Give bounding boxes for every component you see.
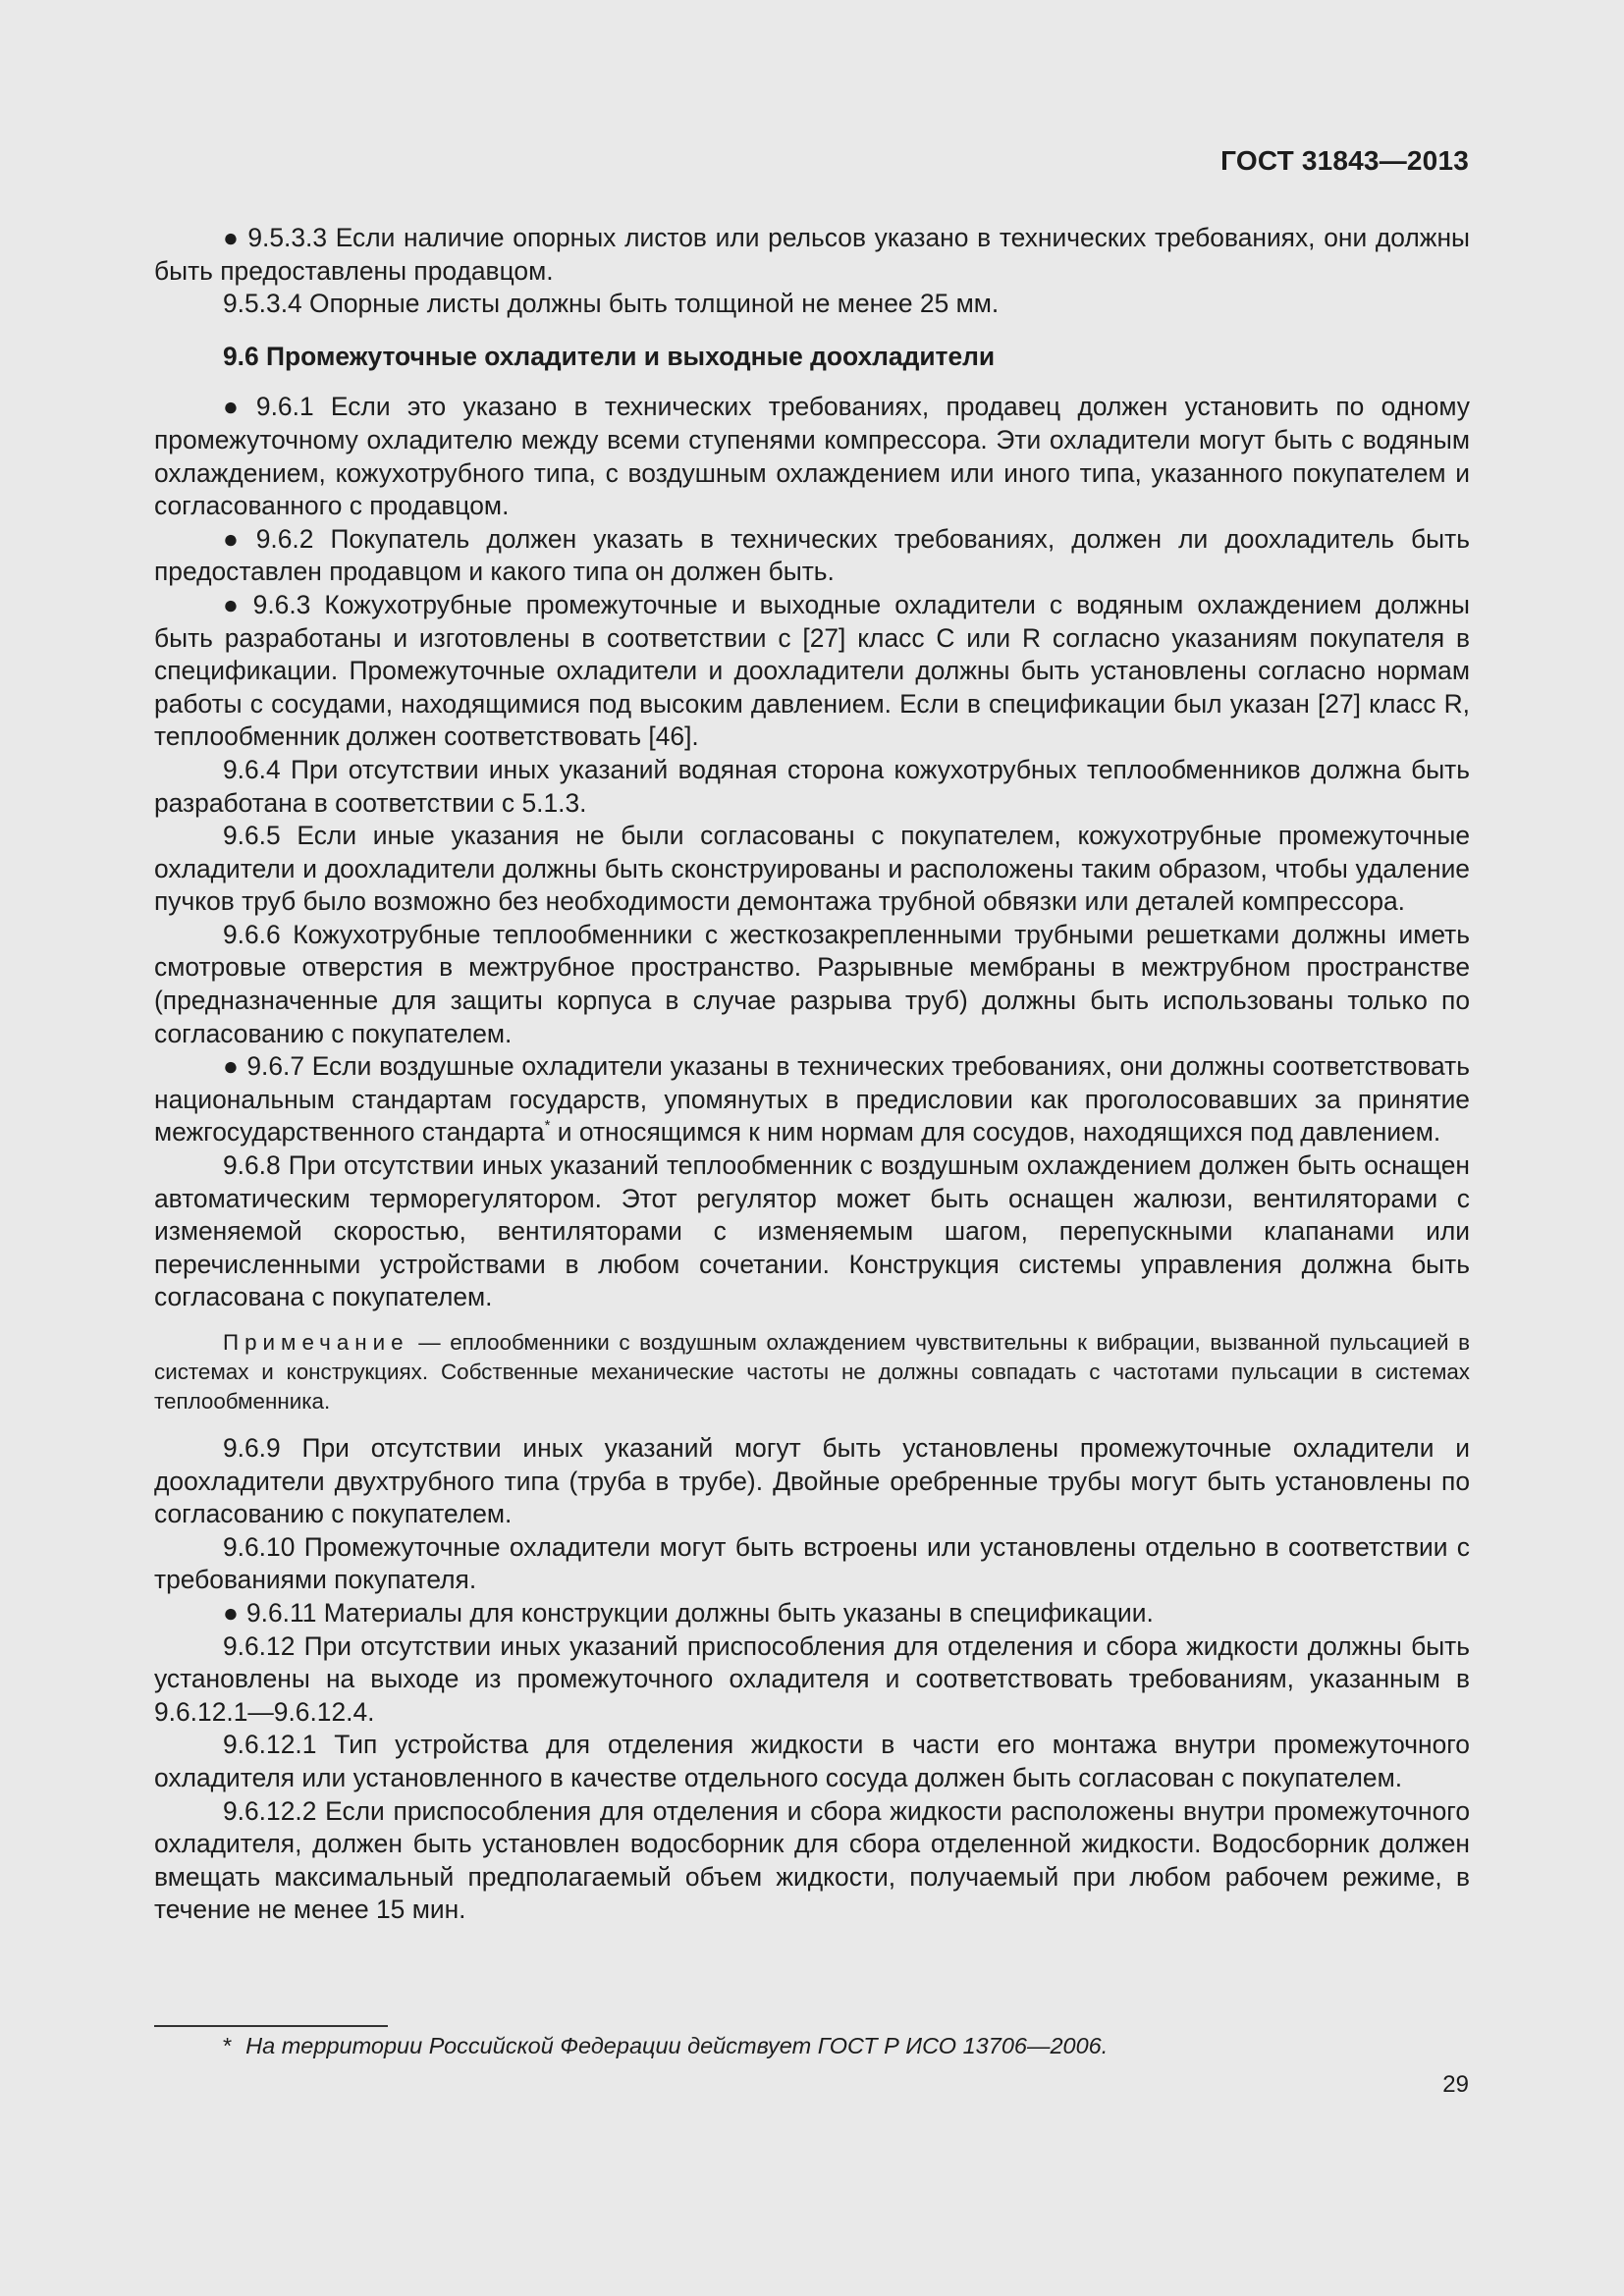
paragraph-text: 9.6.7 Если воздушные охладители указаны в технических требованиях, они должны соответствовать национальным стандартам государств, упомянутых в предисловии как проголосовавших за принятие межгосударственного стандарта bbox=[154, 1051, 1470, 1148]
note-text: — еплообменники с воздушным охлаждением чувствительны к вибрации, вызванной пульсацией в системах и конструкциях. Собственные механические частоты не должны совпадать с частотами пульсации в системах теплообменника. bbox=[154, 1330, 1470, 1414]
paragraph-9-6-12: 9.6.12 При отсутствии иных указаний приспособления для отделения и сбора жидкости должны быть установлены на выходе из промежуточного охладителя и соответствовать требованиям, указанным в 9.6.12.1—9.6.12.4. bbox=[154, 1630, 1470, 1727]
paragraph-text: 9.6.3 Кожухотрубные промежуточные и выходные охладители с водяным охлаждением должны быть разработаны и изготовлены в соответствии с [27] класс C или R согласно указаниям покупателя в спецификации. Промежуточные охладители и доохладители должны быть установлены согласно нормам работы с сосудами, находящимися под высоким давлением. Если в спецификации был указан [27] класс R, теплообменник должен соответствовать [46]. bbox=[154, 589, 1470, 752]
paragraph-9-6-3 bbox=[154, 589, 1470, 754]
paragraph-text: 9.6.1 Если это указано в технических требованиях, продавец должен установить по одному промежуточному охладителю между всеми ступенями компрессора. Эти охладители могут быть с водяным охлаждением, кожухотрубного типа, с воздушным охлаждением или иного типа, указанного покупателем и согласованного с продавцом. bbox=[154, 392, 1470, 521]
paragraph-text: 9.6.2 Покупатель должен указать в технических требованиях, должен ли доохладитель быть предоставлен продавцом и какого типа он должен быть. bbox=[154, 523, 1470, 587]
bullet-icon: ● bbox=[223, 392, 248, 422]
paragraph-9-6-12-2: 9.6.12.2 Если приспособления для отделения и сбора жидкости расположены внутри промежуточного охладителя, должен быть установлен водосборник для сбора отделенной жидкости. Водосборник должен вмещать максимальный предполагаемый объем жидкости, получаемый при любом рабочем режиме, в течение не менее 15 мин. bbox=[154, 1795, 1470, 1925]
paragraph-9-5-3-4: 9.5.3.4 Опорные листы должны быть толщиной не менее 25 мм. bbox=[223, 289, 1000, 319]
paragraph-9-5-3-3 bbox=[154, 222, 1470, 288]
footnote-divider bbox=[154, 2025, 388, 2027]
footnote bbox=[223, 2033, 1108, 2059]
note-label: Примечание bbox=[223, 1330, 409, 1355]
bullet-icon: ● bbox=[223, 223, 241, 252]
bullet-icon: ● bbox=[223, 523, 248, 554]
paragraph-9-6-9: 9.6.9 При отсутствии иных указаний могут быть установлены промежуточные охладители и доохладители двухтрубного типа (труба в трубе). Двойные оребренные трубы могут быть установлены по согласованию с покупателем. bbox=[154, 1433, 1470, 1529]
paragraph-9-6-5: 9.6.5 Если иные указания не были согласованы с покупателем, кожухотрубные промежуточные охладители и доохладители должны быть сконструированы и расположены таким образом, чтобы удаление пучков труб было возможно без необходимости демонтажа трубной обвязки или деталей компрессора. bbox=[154, 821, 1470, 917]
page-number: 29 bbox=[1442, 2071, 1469, 2098]
note-block bbox=[154, 1328, 1470, 1416]
bullet-icon: ● bbox=[223, 1051, 240, 1082]
footnote-reference: * bbox=[544, 1117, 551, 1135]
paragraph-9-6-12-1: 9.6.12.1 Тип устройства для отделения жидкости в части его монтажа внутри промежуточного охладителя или установленного в качестве отдельного сосуда должен быть согласован с покупателем. bbox=[154, 1730, 1470, 1792]
footnote-text: На территории Российской Федерации действует ГОСТ Р ИСО 13706—2006. bbox=[245, 2033, 1109, 2058]
paragraph-9-6-4: 9.6.4 При отсутствии иных указаний водяная сторона кожухотрубных теплообменников должна быть разработана в соответствии с 5.1.3. bbox=[154, 754, 1470, 818]
footnote-mark: * bbox=[223, 2033, 233, 2058]
paragraph-9-6-2 bbox=[154, 523, 1470, 589]
paragraph-9-6-10: 9.6.10 Промежуточные охладители могут быть встроены или установлены отдельно в соответствии с требованиями покупателя. bbox=[154, 1531, 1470, 1595]
paragraph-text: 9.5.3.3 Если наличие опорных листов или рельсов указано в технических требованиях, они должны быть предоставлены продавцом. bbox=[154, 223, 1470, 286]
standard-header: ГОСТ 31843—2013 bbox=[1220, 145, 1469, 176]
paragraph-9-6-7 bbox=[154, 1050, 1470, 1149]
bullet-icon: ● bbox=[223, 589, 245, 619]
paragraph-9-6-11 bbox=[154, 1597, 1470, 1630]
bullet-icon: ● bbox=[223, 1597, 239, 1628]
paragraph-text: 9.6.11 Материалы для конструкции должны быть указаны в спецификации. bbox=[245, 1597, 1154, 1628]
document-body bbox=[154, 222, 1470, 1927]
paragraph-text-continued: и относящимся к ним нормам для сосудов, находящихся под давлением. bbox=[550, 1117, 1441, 1148]
paragraph-9-6-8: 9.6.8 При отсутствии иных указаний теплообменник с воздушным охлаждением должен быть оснащен автоматическим терморегулятором. Этот регулятор может быть оснащен жалюзи, вентиляторами с изменяемой скоростью, вентиляторами с изменяемым шагом, перепускными клапанами или перечисленными устройствами в любом сочетании. Конструкция системы управления должна быть согласована с покупателем. bbox=[154, 1150, 1470, 1312]
section-heading-9-6: 9.6 Промежуточные охладители и выходные доохладители bbox=[223, 341, 996, 371]
paragraph-9-6-1 bbox=[154, 391, 1470, 522]
paragraph-9-6-6: 9.6.6 Кожухотрубные теплообменники с жесткозакрепленными трубными решетками должны иметь смотровые отверстия в межтрубное пространство. Разрывные мембраны в межтрубном пространстве (предназначенные для защиты корпуса в случае разрыва труб) должны быть использованы только по согласованию с покупателем. bbox=[154, 919, 1470, 1048]
